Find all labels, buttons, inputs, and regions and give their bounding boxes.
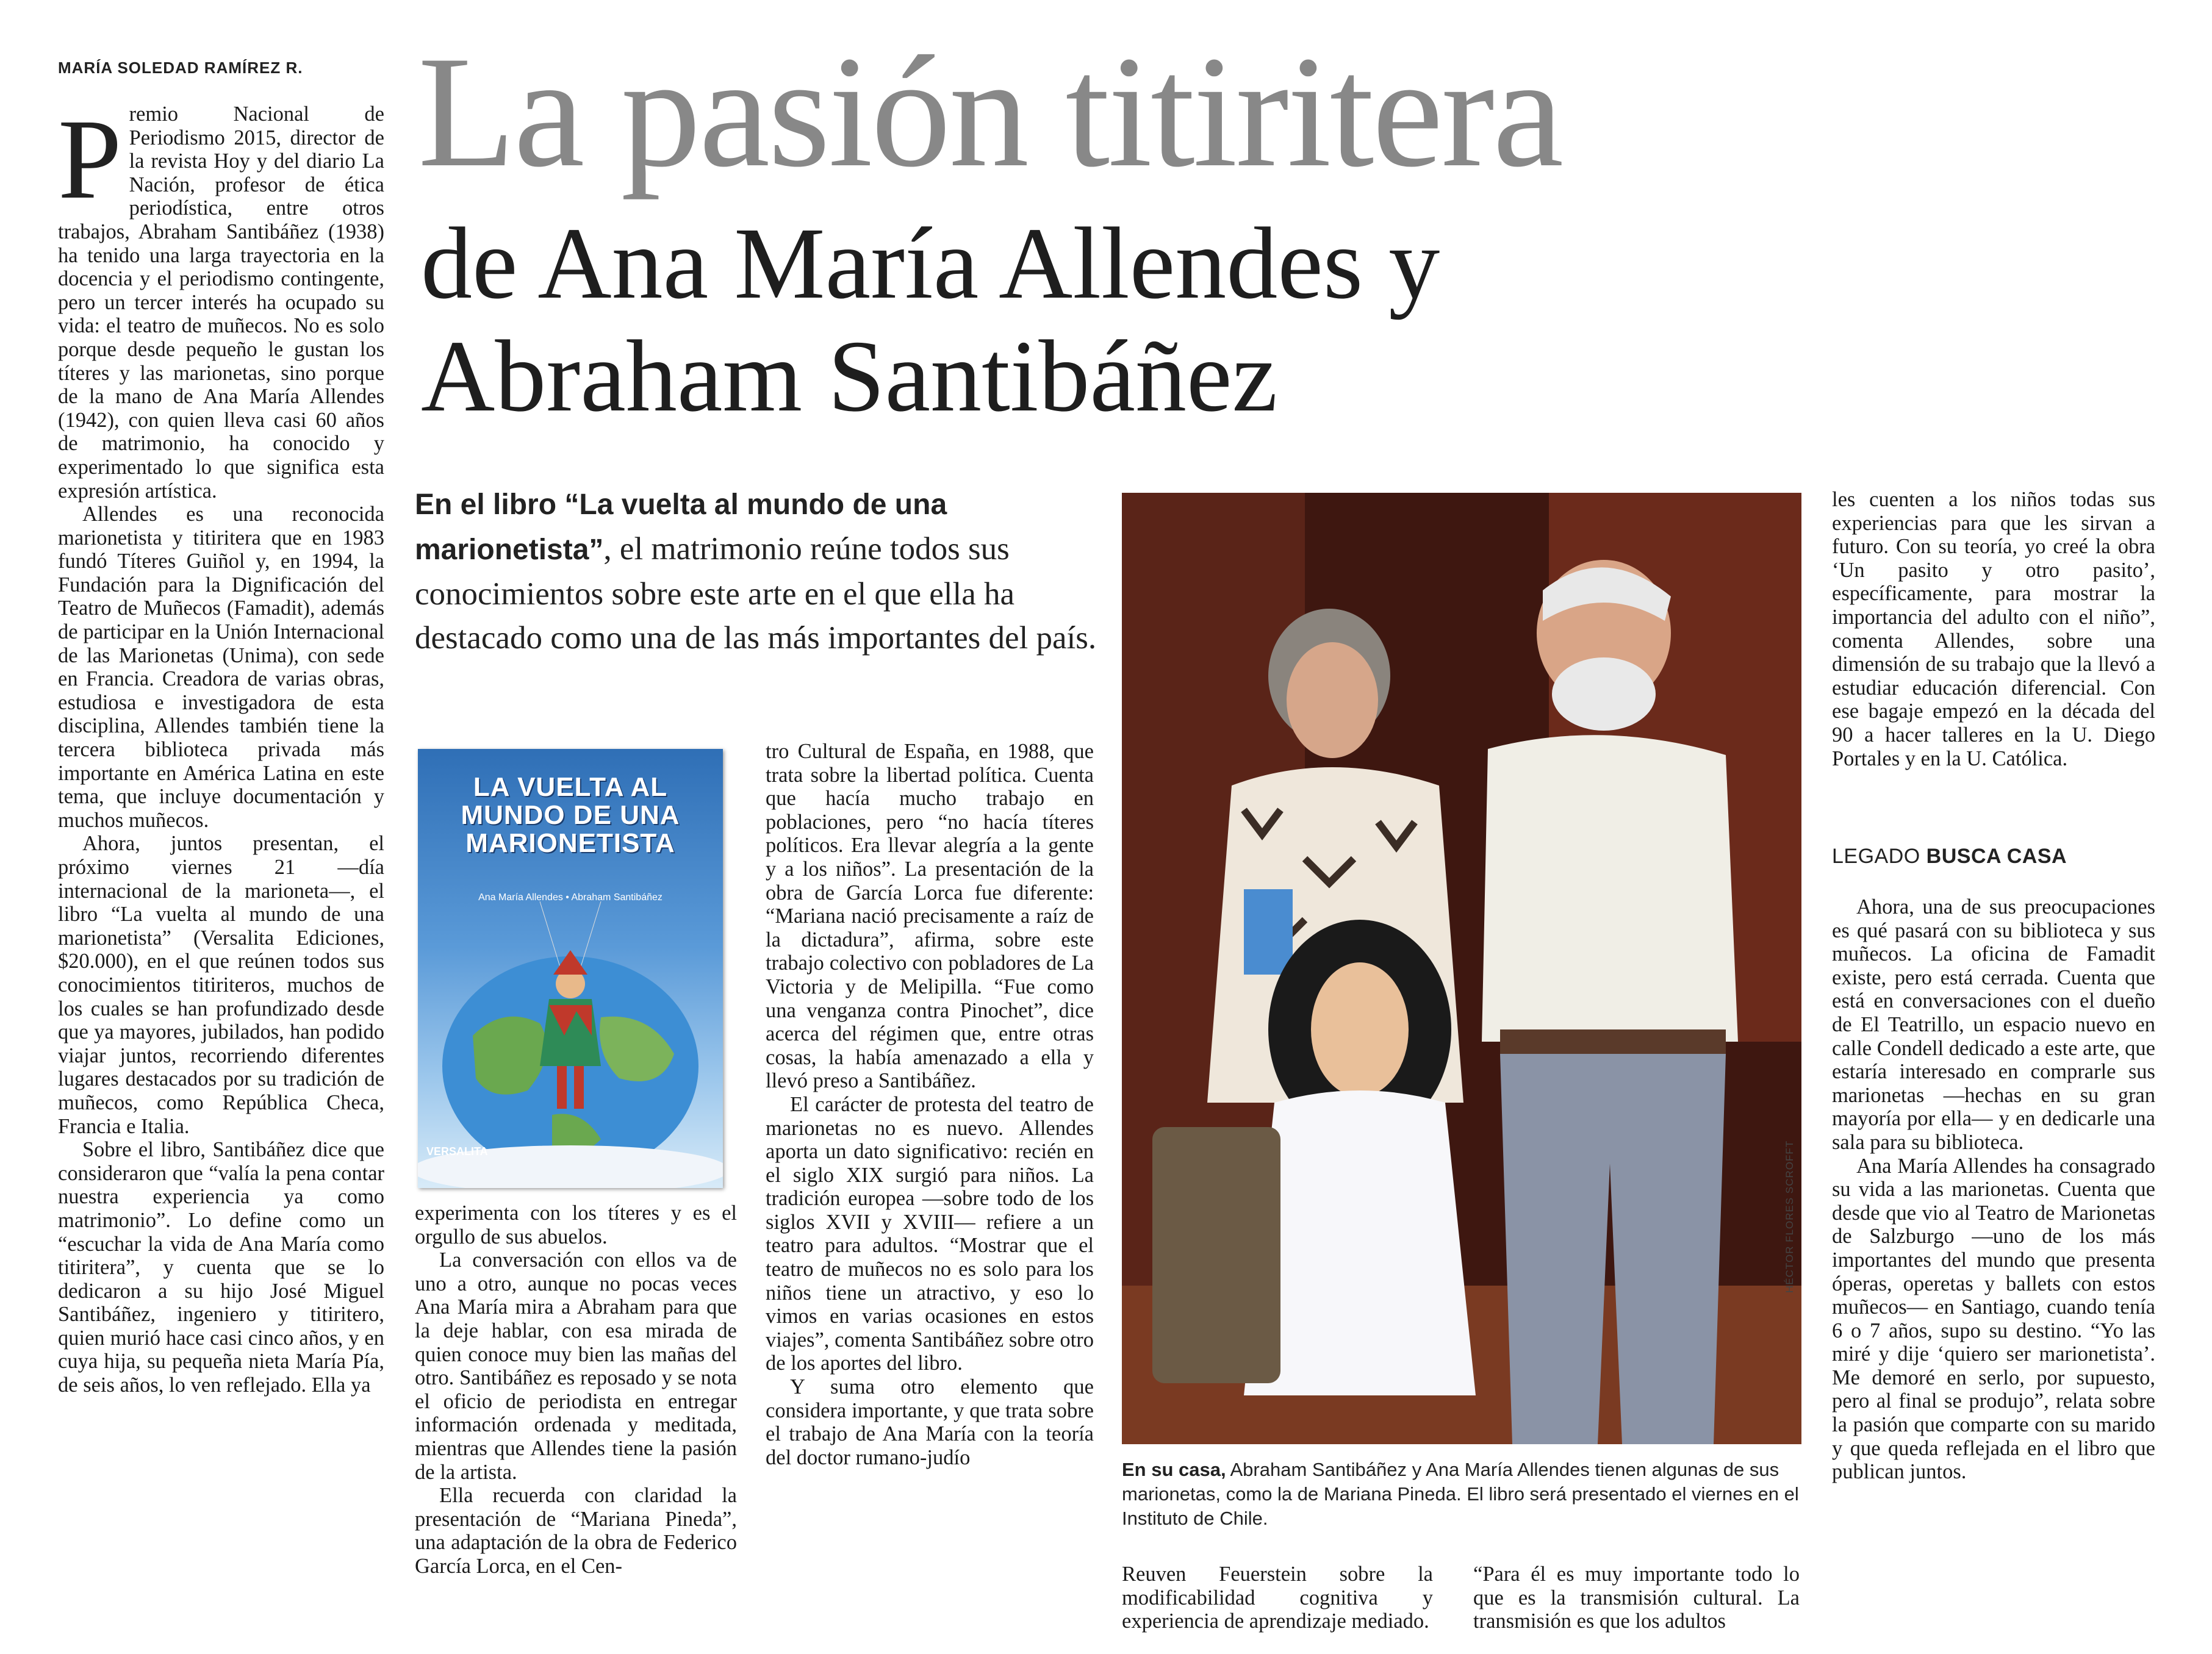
column-2 [415,1201,737,1578]
column-1 [58,95,384,1397]
column-3 [766,740,1094,1469]
body-paragraph: experimenta con los títeres y es el orgullo de sus abuelos. [415,1201,737,1248]
headline-line-2: de Ana María Allendes y Abraham Santibáñez [421,207,1440,433]
lead-paragraph: Premio Nacional de Periodismo 2015, director de la revista Hoy y del diario La Nación, profesor de ética periodística, entre otros trabajos, Abraham Santibáñez (1938) ha tenido una larga trayectoria en la docencia y el periodismo contingente, pero un tercer interés ha ocupado su vida: el teatro de muñecos. No es solo porque desde pequeño le gustan los títeres y las marionetas, sino porque de la mano de Ana María Allendes (1942), con quien lleva casi 60 años de matrimonio, ha conocido y experimentado lo que significa esta expresión artística. [58,95,384,503]
body-paragraph: La conversación con ellos va de uno a otro, aunque no pocas veces Ana María mira a Abraham para que la deje hablar, con esa mirada de quien conoce muy bien las mañas del otro. Santibáñez es reposado y se nota el oficio de periodista en entregar información ordenada y meditada, mientras que Allendes tiene la pasión de la artista. [415,1248,737,1484]
body-paragraph: El carácter de protesta del teatro de marionetas no es nuevo. Allendes aporta un dato significativo: recién en el siglo XIX surgió para niños. La tradición europea —sobre todo de los siglos XVII y XVIII— refiere a un teatro para adultos. “Mostrar que el teatro de muñecos no es solo para los niños tiene un atractivo, y eso lo vimos en varias ocasiones en estos viajes”, comenta Santibáñez sobre otro de los aportes del libro. [766,1092,1094,1375]
body-paragraph: Ahora, juntos presentan, el próximo viernes 21 —día internacional de la marioneta—, el libro “La vuelta al mundo de una marionetista” (Versalita Ediciones, $20.000), en el que reúnen todos sus conocimientos titiriteros, muchos de los cuales se han profundizado desde que ya mayores, jubilados, han podido viajar juntos, recorriendo diferentes lugares destacados por su tradición de muñecos, como República Checa, Francia e Italia. [58,832,384,1138]
body-paragraph: Reuven Feuerstein sobre la modificabilidad cognitiva y experiencia de aprendizaje mediado. [1122,1563,1433,1633]
column-6-continued [1832,895,2155,1484]
globe-marionette-illustration [418,749,723,1188]
book-publisher-logo: VERSALITA [426,1145,488,1158]
body-paragraph: “Para él es muy importante todo lo que es la transmisión cultural. La transmisión es que los adultos [1473,1563,1800,1633]
book-cover-title: LA VUELTA AL MUNDO DE UNA MARIONETISTA [461,772,680,858]
photo-credit: HÉCTOR FLORES SCROFFT [1784,1140,1795,1293]
deck [415,482,1098,660]
column-5 [1473,1563,1800,1633]
deck-rest: , el matrimonio reúne todos sus conocimientos sobre este arte en el que ella ha destacado como una de las más importantes del país. [415,531,1097,656]
body-paragraph: Ella recuerda con claridad la presentación de “Mariana Pineda”, una adaptación de la obra de Federico García Lorca, en el Cen- [415,1484,737,1578]
subhead: LEGADO BUSCA CASA [1832,845,2067,868]
drop-cap: P [58,95,122,223]
byline: MARÍA SOLEDAD RAMÍREZ R. [58,59,303,77]
column-6 [1832,488,2155,770]
body-paragraph: Y suma otro elemento que considera importante, y que trata sobre el trabajo de Ana María con la teoría del doctor rumano-judío [766,1375,1094,1469]
couple-with-marionette-illustration [1122,493,1801,1444]
body-paragraph: Allendes es una reconocida marionetista y titiritera que en 1983 fundó Títeres Guiñol y, en 1994, la Fundación para la Dignificación del Teatro de Muñecos (Famadit), además de participar en la Unión Internacional de las Marionetas (Unima), con sede en Francia. Creadora de varias obras, estudiosa e investigadora de esta disciplina, Allendes también tiene la tercera biblioteca privada más importante en América Latina en este tema, que incluye documentación y muchos muñecos. [58,503,384,832]
headline-line-1: La pasión titiritera [418,23,1562,200]
couple-photo [1122,493,1801,1444]
photo-caption: En su casa, Abraham Santibáñez y Ana María Allendes tienen algunas de sus marionetas, como la de Mariana Pineda. El libro será presentado el viernes en el Instituto de Chile. [1122,1459,1799,1529]
body-paragraph: Ana María Allendes ha consagrado su vida a las marionetas. Cuenta que desde que vio al Teatro de Marionetas de Salzburgo —uno de los más importantes del mundo que presenta óperas, operetas y ballets con estos muñecos— en Santiago, cuando tenía 6 o 7 años, supo su destino. “Yo las miré y dije ‘quiero ser marionetista’. Me demoré en serlo, por supuesto, pero al final se produjo”, relata sobre la pasión que comparte con su marido y que queda reflejada en el libro que publican juntos. [1832,1154,2155,1484]
book-cover-authors: Ana María Allendes • Abraham Santibáñez [478,892,663,903]
body-paragraph: Sobre el libro, Santibáñez dice que consideraron que “valía la pena contar nuestra experiencia ya como matrimonio”. Lo define como un “escuchar la vida de Ana María como titiritera”, y cuenta que se lo dedicaron a su hijo José Miguel Santibáñez, ingeniero y titiritero, quien murió hace casi cinco años, y en cuya hija, su pequeña nieta María Pía, de seis años, lo ven reflejado. Ella ya [58,1138,384,1397]
deck-bold: En el libro “La vuelta al mundo de una marionetista” [415,489,947,566]
column-4 [1122,1563,1433,1633]
body-paragraph: Ahora, una de sus preocupaciones es qué pasará con su biblioteca y sus muñecos. La oficina de Famadit existe, pero está cerrada. Cuenta que está en conversaciones con el dueño de El Teatrillo, un espacio nuevo en calle Condell dedicado a este arte, que estaría interesado en comprarle sus marionetas —hechas en su gran mayoría por ella— y en dedicarle una sala para su biblioteca. [1832,895,2155,1154]
book-cover-image [418,749,723,1188]
body-paragraph: tro Cultural de España, en 1988, que trata sobre la libertad política. Cuenta que hacía mucho trabajo en poblaciones, pero “no hacía títeres políticos. Era llevar alegría a la gente y a los niños”. La presentación de la obra de García Lorca fue diferente: “Mariana nació precisamente a raíz de la dictadura”, afirma, sobre este trabajo colectivo con pobladores de La Victoria y de Melipilla. “Fue como una venganza contra Pinochet”, dice acerca del régimen que, entre otras cosas, la había amenazado a ella y llevó preso a Santibáñez. [766,740,1094,1093]
body-paragraph: les cuenten a los niños todas sus experiencias para que les sirvan a futuro. Con su teoría, yo creé la obra ‘Un pasito y otro pasito’, específicamente, para mostrar la importancia del adulto con el niño”, comenta Allendes, sobre una dimensión de su trabajo que la llevó a estudiar educación diferencial. Con ese bagaje empezó en la década del 90 a hacer talleres en la U. Diego Portales y en la U. Católica. [1832,488,2155,770]
